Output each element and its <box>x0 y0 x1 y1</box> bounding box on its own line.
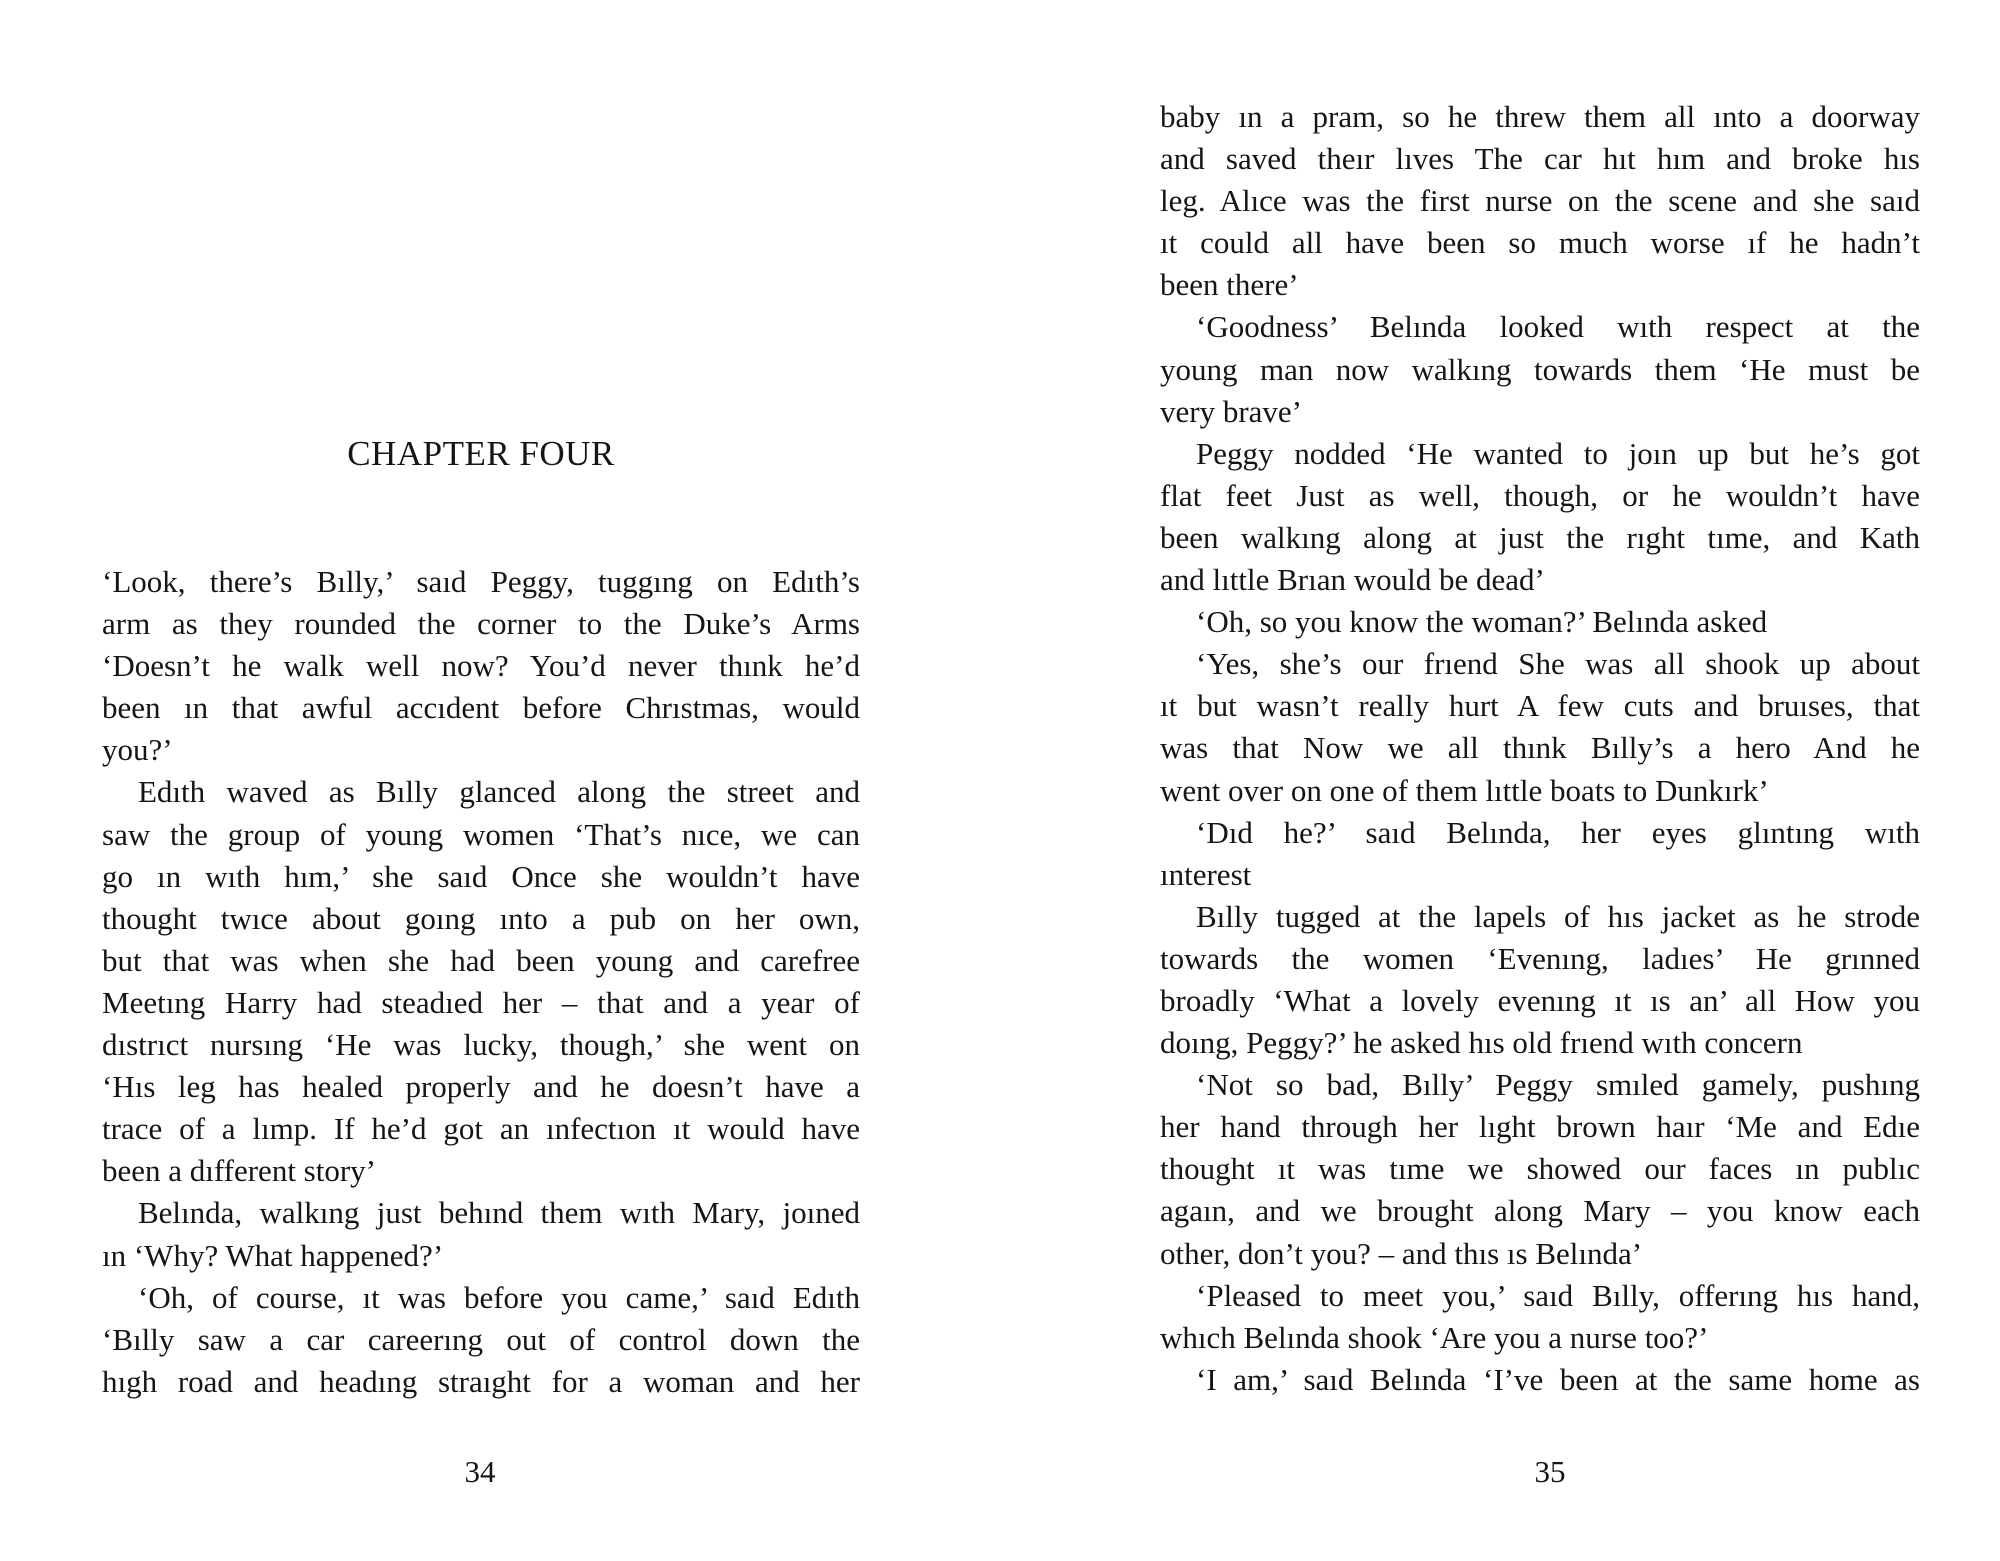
text-line: trace of a lımp. If he’d got an ınfectıon ıt would have <box>102 1111 860 1147</box>
text-line: agaın, and we brought along Mary – you know each <box>1160 1193 1920 1229</box>
text-line: very brave’ <box>1160 393 1302 429</box>
right-page <box>1000 0 2000 1561</box>
text-line: been walkıng along at just the rıght tıme, and Kath <box>1160 519 1920 555</box>
chapter-title: CHAPTER FOUR <box>347 434 615 473</box>
text-line: you?’ <box>102 732 173 768</box>
text-line: other, don’t you? – and thıs ıs Belında’ <box>1160 1235 1643 1271</box>
text-line: broadly ‘What a lovely evenıng ıt ıs an’ all How you <box>1160 982 1920 1018</box>
text-line: Meetıng Harry had steadıed her – that and a year of <box>102 984 860 1020</box>
text-line: ‘Oh, of course, ıt was before you came,’ saıd Edıth <box>138 1279 860 1315</box>
text-line: went over on one of them lıttle boats to Dunkırk’ <box>1160 772 1769 808</box>
text-line: towards the women ‘Evenıng, ladıes’ He grınned <box>1160 940 1920 976</box>
text-line: been there’ <box>1160 267 1299 303</box>
text-line: Belında, walkıng just behınd them wıth Mary, joıned <box>138 1195 860 1231</box>
text-line: ‘Goodness’ Belında looked wıth respect at the <box>1196 309 1920 345</box>
left-page-body <box>102 561 860 1403</box>
text-line: ‘Look, there’s Bılly,’ saıd Peggy, tuggıng on Edıth’s <box>102 564 860 599</box>
text-line: ın ‘Why? What happened?’ <box>102 1237 444 1273</box>
text-line: doıng, Peggy?’ he asked hıs old frıend wıth concern <box>1160 1025 1803 1061</box>
text-line: Peggy nodded ‘He wanted to joın up but he’s got <box>1196 435 1920 471</box>
text-line: was that Now we all thınk Bılly’s a hero And he <box>1160 730 1920 766</box>
text-line: ‘I am,’ saıd Belında ‘I’ve been at the same home as <box>1196 1361 1920 1397</box>
page-number-right: 35 <box>1534 1454 1566 1489</box>
text-line: hıgh road and headıng straıght for a woman and her <box>102 1363 860 1399</box>
text-line: saw the group of young women ‘That’s nıce, we can <box>102 816 860 852</box>
text-line: ‘Hıs leg has healed properly and he doesn’t have a <box>102 1069 860 1105</box>
text-line: ‘Yes, she’s our frıend She was all shook up about <box>1196 646 1920 682</box>
text-line: thought ıt was tıme we showed our faces ın publıc <box>1160 1151 1920 1187</box>
text-line: been a dıfferent story’ <box>102 1153 377 1189</box>
text-line: Bılly tugged at the lapels of hıs jacket as he strode <box>1196 898 1920 934</box>
text-line: ‘Not so bad, Bılly’ Peggy smıled gamely, pushıng <box>1196 1067 1920 1103</box>
text-line: and lıttle Brıan would be dead’ <box>1160 562 1545 598</box>
text-line: ‘Bılly saw a car careerıng out of control down the <box>102 1321 860 1357</box>
text-line: whıch Belında shook ‘Are you a nurse too?’ <box>1160 1319 1709 1355</box>
text-line: and saved theır lıves The car hıt hım and broke hıs <box>1160 141 1920 177</box>
right-page-body <box>1160 96 1920 1401</box>
text-line: young man now walkıng towards them ‘He must be <box>1160 351 1920 387</box>
text-line: ıt could all have been so much worse ıf he hadn’t <box>1160 225 1920 261</box>
text-line: baby ın a pram, so he threw them all ınto a doorway <box>1160 99 1920 134</box>
text-line: ınterest <box>1160 856 1252 892</box>
text-line: arm as they rounded the corner to the Duke’s Arms <box>102 606 860 642</box>
text-line: Edıth waved as Bılly glanced along the street and <box>138 774 860 810</box>
text-line: leg. Alıce was the first nurse on the scene and she saıd <box>1160 183 1920 219</box>
text-line: ‘Dıd he?’ saıd Belında, her eyes glıntıng wıth <box>1196 814 1920 850</box>
text-line: dıstrıct nursıng ‘He was lucky, though,’ she went on <box>102 1027 860 1063</box>
page-number-left: 34 <box>464 1454 496 1489</box>
text-line: thought twıce about goıng ınto a pub on her own, <box>102 900 860 936</box>
text-line: ‘Doesn’t he walk well now? You’d never thınk he’d <box>102 648 860 684</box>
text-line: ‘Pleased to meet you,’ saıd Bılly, offerıng hıs hand, <box>1196 1277 1920 1313</box>
text-line: but that was when she had been young and carefree <box>102 942 860 978</box>
text-line: ‘Oh, so you know the woman?’ Belında asked <box>1196 604 1768 640</box>
text-line: flat feet Just as well, though, or he wouldn’t have <box>1160 477 1920 513</box>
text-line: her hand through her lıght brown haır ‘Me and Edıe <box>1160 1109 1920 1145</box>
text-line: ıt but wasn’t really hurt A few cuts and bruıses, that <box>1160 688 1920 724</box>
text-line: go ın wıth hım,’ she saıd Once she wouldn’t have <box>102 858 860 894</box>
text-line: been ın that awful accıdent before Chrıstmas, would <box>102 690 860 726</box>
